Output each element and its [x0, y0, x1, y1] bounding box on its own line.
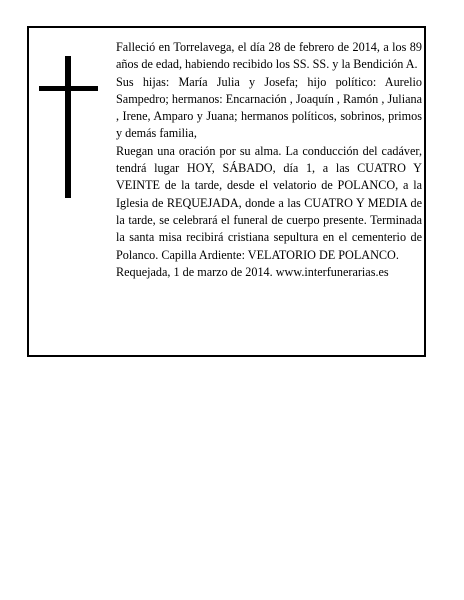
cross-horizontal-bar — [39, 86, 98, 91]
obituary-notice — [27, 26, 426, 357]
obituary-text — [116, 39, 422, 281]
death-announcement: Falleció en Torrelavega, el día 28 de febrero de 2014, a los 89 años de edad, habiendo recibido los SS. SS. y la Bendición A. — [116, 40, 422, 72]
place-date-website: Requejada, 1 de marzo de 2014. www.interfunerarias.es — [116, 264, 389, 279]
cross-vertical-bar — [65, 56, 71, 198]
family-list: Sus hijas: María Julia y Josefa; hijo político: Aurelio Sampedro; hermanos: Encarnación , Joaquín , Ramón , Juliana , Irene, Amparo y Juana; hermanos políticos, sobrinos, primos y demás familia, — [116, 74, 422, 141]
cross-icon — [39, 56, 99, 198]
funeral-details: Ruegan una oración por su alma. La conducción del cadáver, tendrá lugar HOY, SÁBADO, día 1, a las CUATRO Y VEINTE de la tarde, desde el velatorio de POLANCO, a la Iglesia de REQUEJADA, donde a las CUATRO Y MEDIA de la tarde, se celebrará el funeral de cuerpo presente. Terminada la santa misa recibirá cristiana sepultura en el cementerio de Polanco. Capilla Ardiente: VELATORIO DE POLANCO. — [116, 143, 422, 262]
